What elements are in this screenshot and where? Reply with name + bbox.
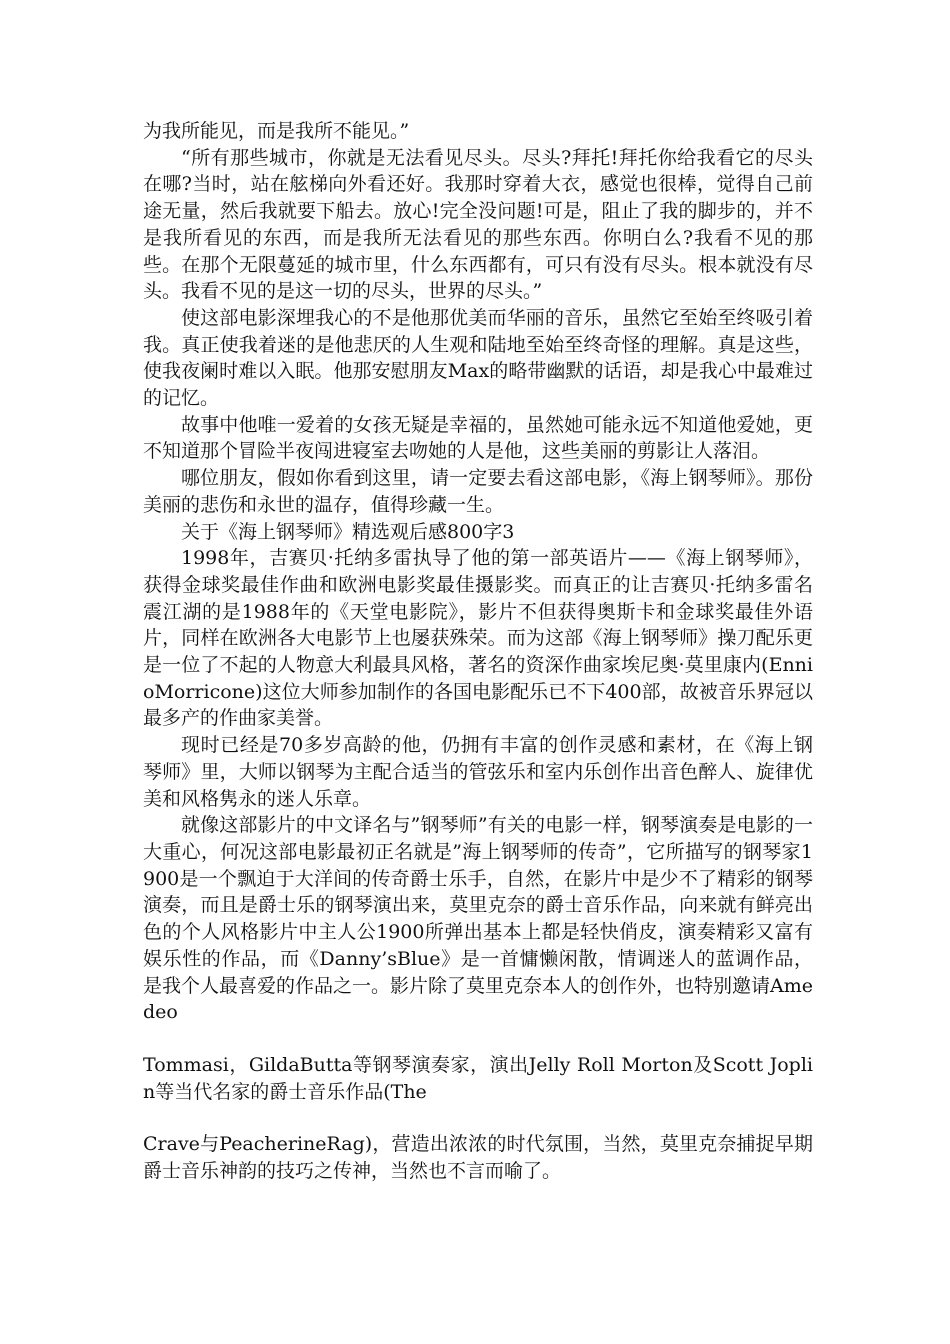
- paragraph-9: Tommasi，GildaButta等钢琴演奏家，演出Jelly Roll Morton及Scott Joplin等当代名家的爵士音乐作品(The: [143, 1053, 813, 1103]
- paragraph-3: 故事中他唯一爱着的女孩无疑是幸福的，虽然她可能永远不知道他爱她，更不知道那个冒险半夜闯进寝室去吻她的人是他，这些美丽的剪影让人落泪。: [143, 413, 813, 463]
- paragraph-7: 现时已经是70多岁高龄的他，仍拥有丰富的创作灵感和素材，在《海上钢琴师》里，大师以钢琴为主配合适当的管弦乐和室内乐创作出音色醉人、旋律优美和风格隽永的迷人乐章。: [143, 734, 813, 810]
- paragraph-0: 为我所能见，而是我所不能见。”: [143, 120, 410, 142]
- paragraph-8: 就像这部影片的中文译名与”钢琴师”有关的电影一样，钢琴演奏是电影的一大重心，何况这部电影最初正名就是”海上钢琴师的传奇”，它所描写的钢琴家1900是一个飘迫于大洋间的传奇爵士乐手，自然，在影片中是少不了精彩的钢琴演奏，而且是爵士乐的钢琴演出来，莫里克奈的爵士音乐作品，向来就有鲜亮出色的个人风格影片中主人公1900所弹出基本上都是轻快俏皮，演奏精彩又富有娱乐性的作品，而《Danny’sBlue》是一首慵懒闲散，情调迷人的蓝调作品，是我个人最喜爱的作品之一。影片除了莫里克奈本人的创作外，也特别邀请Amedeo: [143, 814, 813, 1024]
- paragraph-4: 哪位朋友，假如你看到这里，请一定要去看这部电影，《海上钢琴师》。那份美丽的悲伤和永世的温存，值得珍藏一生。: [143, 467, 813, 516]
- paragraph-10: Crave与PeacherineRag)，营造出浓浓的时代氛围，当然，莫里克奈捕捉早期爵士音乐神韵的技巧之传神，当然也不言而喻了。: [143, 1133, 813, 1183]
- paragraph-6: 1998年，吉赛贝·托纳多雷执导了他的第一部英语片——《海上钢琴师》，获得金球奖最佳作曲和欧洲电影奖最佳摄影奖。而真正的让吉赛贝·托纳多雷名震江湖的是1988年的《天堂电影院》，影片不但获得奥斯卡和金球奖最佳外语片，同样在欧洲各大电影节上也屡获殊荣。而为这部《海上钢琴师》操刀配乐更是一位了不起的人物意大利最具风格，著名的资深作曲家埃尼奥·莫里康内(EnnioMorricone)这位大师参加制作的各国电影配乐已不下400部，故被音乐界冠以最多产的作曲家美誉。: [143, 547, 813, 730]
- document-body: [143, 118, 813, 1185]
- paragraph-2: 使这部电影深埋我心的不是他那优美而华丽的音乐，虽然它至始至终吸引着我。真正使我着迷的是他悲厌的人生观和陆地至始至终奇怪的理解。真是这些，使我夜阑时难以入眠。他那安慰朋友Max的略带幽默的话语，却是我心中最难过的记忆。: [143, 306, 813, 410]
- paragraph-1: “所有那些城市，你就是无法看见尽头。尽头?拜托!拜托你给我看它的尽头在哪?当时，站在舷梯向外看还好。我那时穿着大衣，感觉也很棒，觉得自己前途无量，然后我就要下船去。放心!完全没问题!可是，阻止了我的脚步的，并不是我所看见的东西，而是我所无法看见的那些东西。你明白么?我看不见的那些。在那个无限蔓延的城市里，什么东西都有，可只有没有尽头。根本就没有尽头。我看不见的是这一切的尽头，世界的尽头。”: [143, 146, 813, 303]
- section-heading: 关于《海上钢琴师》精选观后感800字3: [181, 520, 515, 543]
